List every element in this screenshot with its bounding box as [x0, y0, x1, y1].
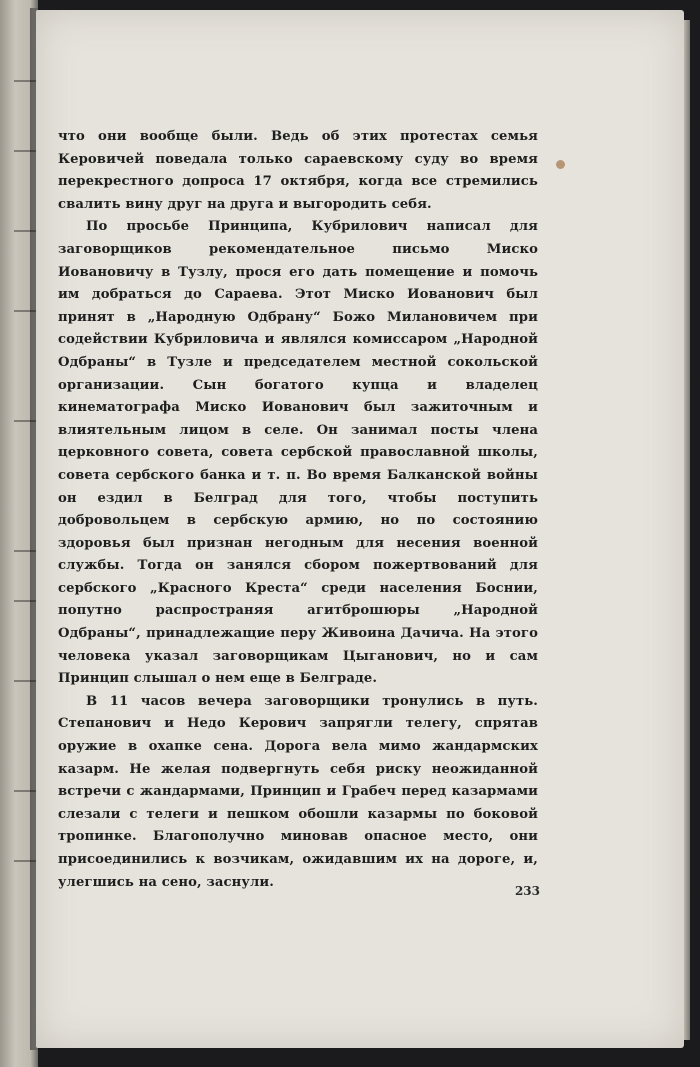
paragraph: что они вообще были. Ведь об этих протестах семья Керовичей поведала только сараевскому суду во время перекрестного допроса 17 октября, когда все стремились свалить вину друг на друга и выгородить себя. [58, 129, 538, 212]
page-stack-edge [684, 20, 690, 1040]
page-text [58, 126, 538, 894]
page-number: 233 [514, 884, 540, 898]
paragraph: В 11 часов вечера заговорщики тронулись в путь. Степанович и Недо Керович запрягли телегу, спрятав оружие в охапке сена. Дорога вела мимо жандармских казарм. Не желая подвергнуть себя риску неожиданной встречи с жандармами, Принцип и Грабеч перед казармами слезали с телеги и пешком обошли казармы по боковой тропинке. Благополучно миновав опасное место, они присоединились к возчикам, ожидавшим их на дороге, и, улегшись на сено, заснули. [58, 693, 538, 890]
paragraph: По просьбе Принципа, Кубрилович написал для заговорщиков рекомендательное письмо Миско Иовановичу в Тузлу, прося его дать помещение и помочь им добраться до Сараева. Этот Миско Иованович был принят в „Народную Одбрану“ Божо Милановичем при содействии Кубриловича и являлся комиссаром „Народной Одбраны“ в Тузле и председателем местной сокольской организации. Сын богатого купца и владелец кинематографа Миско Иованович был зажиточным и влиятельным лицом в селе. Он занимал посты члена церковного совета, совета сербской православной школы, совета сербского банка и т. п. Во время Балканской войны он ездил в Белград для того, чтобы поступить добровольцем в сербскую армию, но по состоянию здоровья был признан негодным для несения военной службы. Тогда он занялся сбором пожертвований для сербского „Красного Креста“ среди населения Боснии, попутно распространяя агитброшюры „Народной Одбраны“, принадлежащие перу Живоина Дачича. На этого человека указал заговорщикам Цыганович, но и сам Принцип слышал о нем еще в Белграде. [58, 219, 538, 687]
paper-stain [556, 160, 565, 169]
